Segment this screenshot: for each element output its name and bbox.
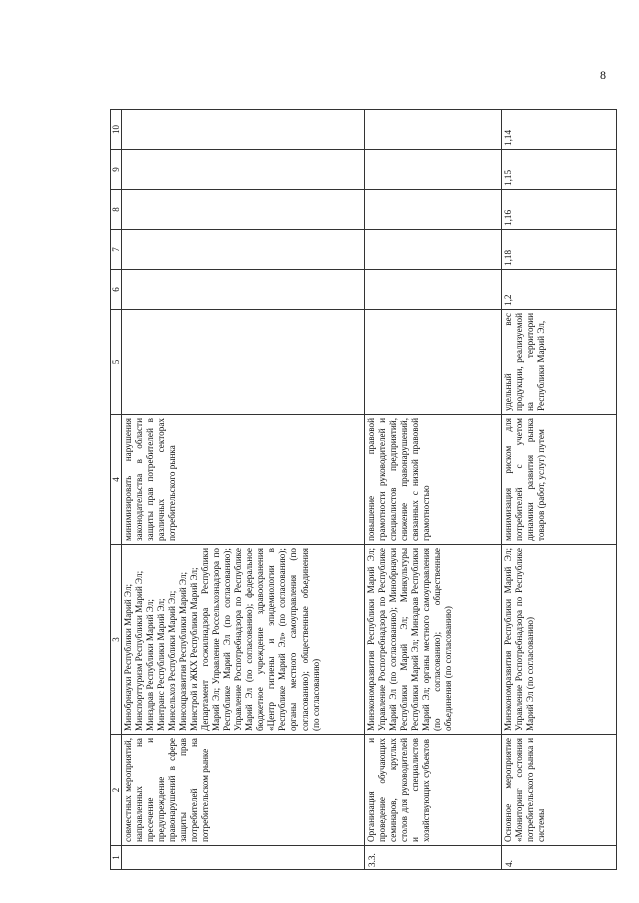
executor-line: Минстрой и ЖКХ Республики Марий Эл; xyxy=(189,567,200,731)
expected-result: минимизация риском для потребителей с учетом динамики развития рынка товаров (работ, услуг) путем xyxy=(502,415,617,545)
program-table xyxy=(110,109,617,870)
page-number: 8 xyxy=(600,68,606,82)
header-cell: 2 xyxy=(111,735,122,846)
executor-rest: Департамент госжилнадзора Республики Марий Эл; Управление Россельхознадзора по Республике Марий Эл (по согласованию); Управление Роспотребнадзора по Республике Марий Эл (по согласованию); федеральное бюджетное учреждение здравоохранения «Центр гигиены и эпидемиологии в Республике Марий Эл» (по согласованию); органы местного самоуправления (по согласованию); общественные объединения (по согласованию) xyxy=(200,548,321,731)
executor-line: Минобрнауки Республики Марий Эл; xyxy=(123,583,133,731)
table-row xyxy=(502,110,617,870)
value-cell xyxy=(122,190,365,230)
executor-line: Минздрав Республики Марий Эл; xyxy=(145,599,156,731)
value-cell: 1,14 xyxy=(502,110,617,150)
value-cell xyxy=(365,110,502,150)
table-row xyxy=(122,110,365,870)
activity-name: Основное мероприятие «Мониторинг состояния потребительского рынка и системы xyxy=(502,735,617,846)
value-cell: 1,16 xyxy=(502,190,617,230)
value-cell xyxy=(365,230,502,270)
executor-line: Минсоцразвития Республики Марий Эл; xyxy=(178,571,189,731)
header-row xyxy=(111,110,122,870)
header-cell: 10 xyxy=(111,110,122,150)
rotated-table-container xyxy=(110,110,620,870)
value-cell: 1,15 xyxy=(502,150,617,190)
table-row xyxy=(365,110,502,870)
header-cell: 5 xyxy=(111,310,122,415)
executor-line: Минсельхоз Республики Марий Эл; xyxy=(167,590,178,731)
executors: Минэкономразвития Республики Марий Эл; Управление Роспотребнадзора по Республике Марий Эл (по согласованию); Минобрнауки Республики Марий Эл; Минкультуры Республики Марий Эл; Минздрав Республики Марий Эл; органы местного самоуправления (по согласованию); общественные объединения (по согласованию) xyxy=(365,545,502,735)
row-number: 4. xyxy=(502,846,617,870)
indicator xyxy=(365,310,502,415)
row-number: 3.3. xyxy=(365,846,502,870)
expected-result: повышение правовой грамотности руководителей и специалистов предприятий, снижение правонарушений, связанных с низкой правовой грамотностью xyxy=(365,415,502,545)
header-cell: 9 xyxy=(111,150,122,190)
executor-line: Минспорттуризм Республики Марий Эл; xyxy=(134,570,145,731)
header-cell: 7 xyxy=(111,230,122,270)
indicator xyxy=(122,310,365,415)
value-cell xyxy=(365,270,502,310)
header-cell: 4 xyxy=(111,415,122,545)
value-cell xyxy=(122,110,365,150)
executors: Минэкономразвития Республики Марий Эл; Управление Роспотребнадзора по Республике Марий Эл (по согласованию) xyxy=(502,545,617,735)
row-number xyxy=(122,846,365,870)
header-cell: 8 xyxy=(111,190,122,230)
executor-line: Минтранс Республики Марий Эл; xyxy=(156,598,167,731)
value-cell xyxy=(365,190,502,230)
value-cell xyxy=(365,150,502,190)
activity-name: Организация и проведение обучающих семинаров, круглых столов для руководителей и специалистов хозяйствующих субъектов xyxy=(365,735,502,846)
value-cell xyxy=(122,150,365,190)
header-cell: 1 xyxy=(111,846,122,870)
expected-result: минимизировать нарушения законодательства в области защиты прав потребителей в различных секторах потребительского рынка xyxy=(122,415,365,545)
header-cell: 6 xyxy=(111,270,122,310)
executors xyxy=(122,545,365,735)
activity-name: совместных мероприятий, направленных на пресечение и предупреждение правонарушений в сфере защиты прав потребителей на потребительском рынке xyxy=(122,735,365,846)
indicator: удельный вес продукции, реализуемой на территории Республики Марий Эл, xyxy=(502,310,617,415)
value-cell xyxy=(122,230,365,270)
value-cell xyxy=(122,270,365,310)
header-cell: 3 xyxy=(111,545,122,735)
value-cell: 1,2 xyxy=(502,270,617,310)
value-cell: 1,18 xyxy=(502,230,617,270)
